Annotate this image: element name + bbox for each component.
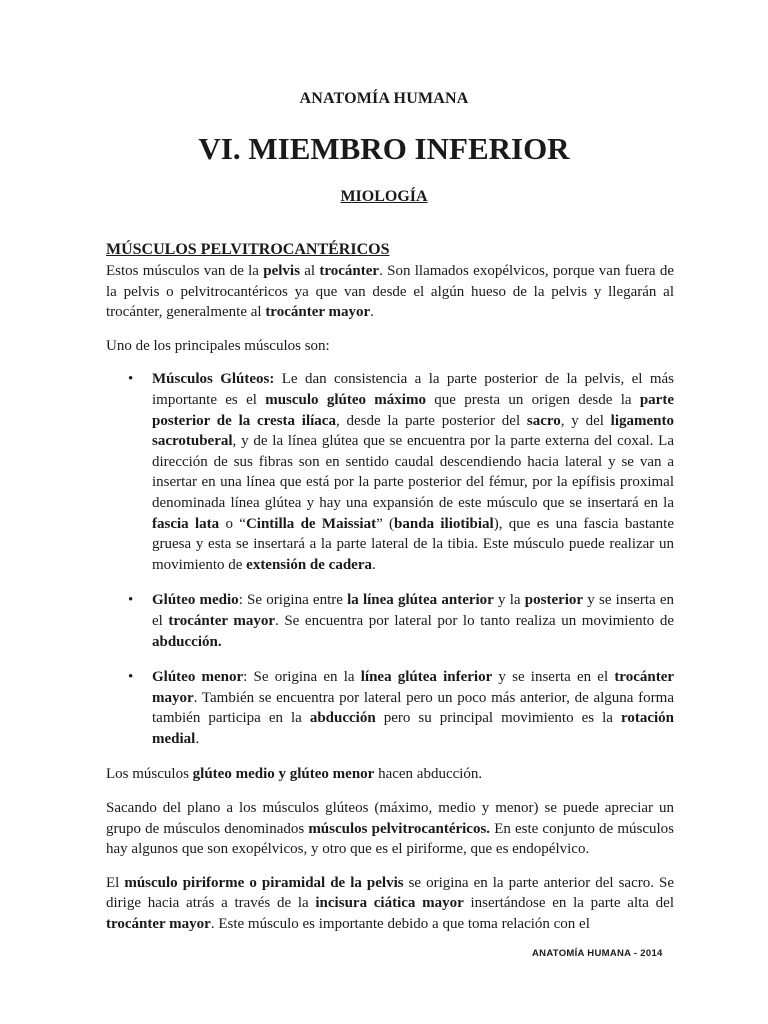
bullet-icon: • [128,592,134,609]
page-title: VI. MIEMBRO INFERIOR [198,131,570,166]
course-heading: ANATOMÍA HUMANA [299,90,469,107]
page-subtitle: MIOLOGÍA [340,188,428,205]
plano-paragraph: Sacando del plano a los músculos glúteos (máximo, medio y menor) se puede apreciar un grupo de músculos denominados músculos pelvitrocantéricos. En este conjunto de músculos hay algunos que son exopélvicos, y otro que es el piriforme, que es endopélvico. [106,800,674,858]
list-item-gluteos: • Músculos Glúteos: Le dan consistencia a la parte posterior de la pelvis, el más importante es el musculo glúteo máximo que presta un origen desde la parte posterior de la cresta ilíaca, desde la parte posterior del sacro, y del ligamento sacrotuberal, y de la línea glútea que se encuentra por la parte externa del coxal. La dirección de sus fibras son en sentido caudal descendiendo hacia lateral y se van a insertar en una línea que está por la parte posterior del fémur, por la epífisis proximal denominada línea glútea y hay una expansión de este músculo que se insertará en la fascia lata o “Cintilla de Maissiat” (banda iliotibial), que es una fascia bastante gruesa y esta se insertará a la parte lateral de la tibia. Este músculo puede realizar un movimiento de extensión de cadera. [128,371,674,573]
muscle-list [106,369,674,749]
list-item-gluteo-medio: • Glúteo medio: Se origina entre la línea glútea anterior y la posterior y se inserta en el trocánter mayor. Se encuentra por lateral por lo tanto realiza un movimiento de abducción. [128,592,675,650]
document-body [106,261,674,948]
piriforme-paragraph: El músculo piriforme o piramidal de la pelvis se origina en la parte anterior del sacro. Se dirige hacia atrás a través de la incisura ciática mayor insertándose en la parte alta del trocánter mayor. Este músculo es importante debido a que toma relación con el [106,874,674,933]
bullet-icon: • [128,669,134,686]
abduccion-paragraph: Los músculos glúteo medio y glúteo menor hacen abducción. [106,766,483,783]
page-footer: ANATOMÍA HUMANA - 2014 [532,948,663,959]
intro-paragraph: Estos músculos van de la pelvis al trocánter. Son llamados exopélvicos, porque van fuera de la pelvis o pelvitrocantéricos ya que van desde el algún hueso de la pelvis y llegarán al trocánter, generalmente al trocánter mayor. [106,263,674,321]
list-item-gluteo-menor: • Glúteo menor: Se origina en la línea glútea inferior y se inserta en el trocánter mayor. También se encuentra por lateral pero un poco más anterior, de alguna forma también participa en la abducción pero su principal movimiento es la rotación medial. [128,669,675,747]
principal-paragraph: Uno de los principales músculos son: [106,337,330,354]
bullet-icon: • [128,371,134,388]
section-heading: MÚSCULOS PELVITROCANTÉRICOS [106,241,390,258]
